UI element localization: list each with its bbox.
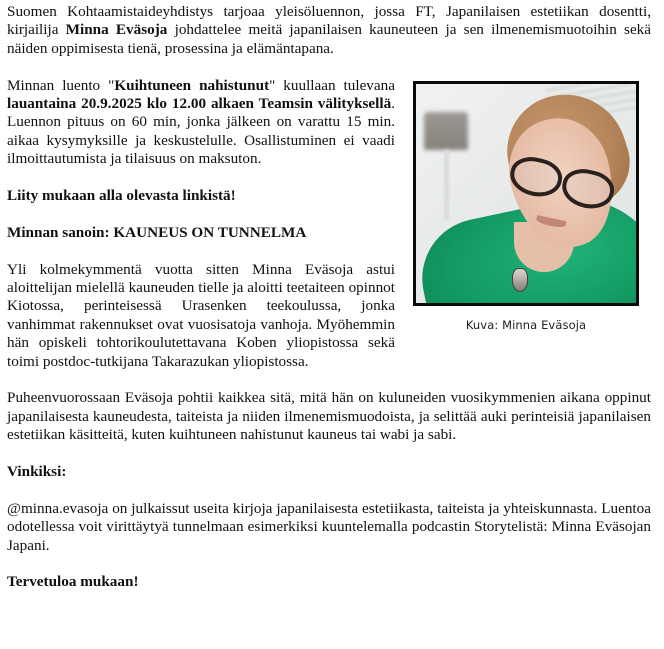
tips-paragraph: @minna.evasoja on julkaissut useita kirjoja japanilaisesta estetiikasta, taiteista ja yhteiskunnasta. Luentoa odotellessa voit virittäytyä tunnelmaan esimerkiksi kuuntelemalla podcastin Storytelistä: Minna Eväsojan Japani. <box>7 499 651 554</box>
lecture-datetime: lauantaina 20.9.2025 klo 12.00 alkaen Teamsin välityksellä <box>7 95 392 113</box>
photo-lamp-stem <box>444 150 449 220</box>
lecture-paragraph: Minnan luento "Kuihtuneen nahistunut" kuullaan tulevana lauantaina 20.9.2025 klo 12.00 alkaen Teamsin välityksellä. Luennon pituus on 60 min, jonka jälkeen on varattu 15 min. aikaa kysymyksille ja keskustelulle. Osallistuminen ei vaadi ilmoittautumista ja tilaisuus on maksuton. <box>7 76 395 168</box>
speaker-photo <box>413 81 639 306</box>
quote-heading: Minnan sanoin: KAUNEUS ON TUNNELMA <box>7 223 307 241</box>
lecture-title: Kuihtuneen nahistunut <box>114 76 270 94</box>
welcome-text: Tervetuloa mukaan! <box>7 573 139 591</box>
photo-lamp-shade <box>424 112 468 150</box>
photo-pendant <box>512 268 528 292</box>
speaker-name: Minna Eväsoja <box>65 21 168 39</box>
tips-heading: Vinkiksi: <box>7 463 67 481</box>
intro-paragraph: Suomen Kohtaamistaideyhdistys tarjoaa yleisöluennon, jossa FT, Japanilaisen estetiikan dosentti, kirjailija Minna Eväsoja johdattelee meitä japanilaisen kauneuteen ja sen ilmenemismuotoihin sekä näiden oppimisesta tienä, prosessina ja elämäntapana. <box>7 3 652 57</box>
talk-paragraph: Puheenvuorossaan Eväsoja pohtii kaikkea sitä, mitä hän on kuluneiden vuosikymmenien aikana oppinut japanilaisesta kauneudesta, taiteista ja niiden ilmenemismuodoista, ja selittää auki perinteisiä japanilaisen estetiikan käsitteitä, kuten kuihtuneen nahistunut kauneus tai wabi ja sabi. <box>7 389 651 444</box>
speaker-photo-figure <box>413 81 639 332</box>
left-column <box>7 77 395 371</box>
join-link-heading: Liity mukaan alla olevasta linkistä! <box>7 187 236 205</box>
photo-caption: Kuva: Minna Eväsoja <box>465 318 587 332</box>
document-page <box>7 3 651 610</box>
bio-paragraph: Yli kolmekymmentä vuotta sitten Minna Eväsoja astui aloittelijan mielellä kauneuden tielle ja aloitti teetaiteen opinnot Kiotossa, perinteisessä Urasenken teekoulussa, jonka vanhimmat rakennukset ovat vuosisatoja vanhoja. Myöhemmin hän opiskeli tohtorikoulutettavana Koben yliopistossa sekä toimi postdoc-tutkijana Takarazukan yliopistossa. <box>7 260 395 370</box>
